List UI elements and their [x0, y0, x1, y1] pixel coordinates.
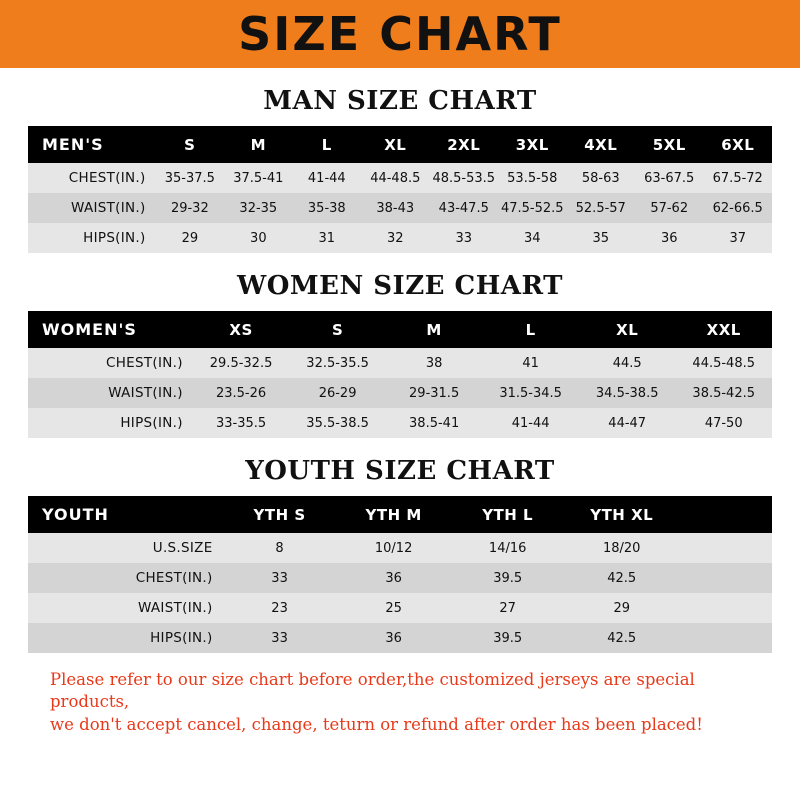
section-title-men: MAN SIZE CHART — [263, 86, 537, 116]
women-hips-0: 33-35.5 — [193, 408, 290, 438]
men-col-6: 4XL — [567, 126, 635, 163]
men-col-5: 3XL — [498, 126, 566, 163]
men-waist-7: 57-62 — [635, 193, 703, 223]
youth-cell-spacer — [679, 623, 772, 653]
youth-row-label-waist: WAIST(IN.) — [28, 593, 223, 623]
women-chest-4: 44.5 — [579, 348, 676, 378]
men-col-3: XL — [361, 126, 429, 163]
men-chest-6: 58-63 — [567, 163, 635, 193]
women-hips-5: 47-50 — [675, 408, 772, 438]
men-col-7: 5XL — [635, 126, 703, 163]
women-hips-3: 41-44 — [482, 408, 579, 438]
men-waist-6: 52.5-57 — [567, 193, 635, 223]
youth-chest-2: 39.5 — [451, 563, 565, 593]
table-row — [28, 563, 772, 593]
women-table-body — [28, 348, 772, 438]
youth-row-label-chest: CHEST(IN.) — [28, 563, 223, 593]
table-row — [28, 623, 772, 653]
men-hips-0: 29 — [156, 223, 224, 253]
women-chest-5: 44.5-48.5 — [675, 348, 772, 378]
youth-ussize-1: 10/12 — [337, 533, 451, 563]
men-col-2: L — [293, 126, 361, 163]
men-table-body — [28, 163, 772, 253]
youth-header-label: YOUTH — [28, 496, 223, 533]
women-row-label-waist: WAIST(IN.) — [28, 378, 193, 408]
content-area — [0, 86, 800, 736]
section-title-youth: YOUTH SIZE CHART — [245, 456, 555, 486]
women-hips-2: 38.5-41 — [386, 408, 483, 438]
men-waist-8: 62-66.5 — [703, 193, 772, 223]
women-col-2: M — [386, 311, 483, 348]
youth-size-table — [28, 496, 772, 653]
youth-col-spacer — [679, 496, 772, 533]
men-chest-8: 67.5-72 — [703, 163, 772, 193]
women-size-table — [28, 311, 772, 438]
women-waist-5: 38.5-42.5 — [675, 378, 772, 408]
men-waist-3: 38-43 — [361, 193, 429, 223]
women-waist-0: 23.5-26 — [193, 378, 290, 408]
women-col-1: S — [289, 311, 386, 348]
table-header-row — [28, 496, 772, 533]
men-chest-1: 37.5-41 — [224, 163, 292, 193]
youth-hips-3: 42.5 — [565, 623, 679, 653]
men-size-table — [28, 126, 772, 253]
women-hips-4: 44-47 — [579, 408, 676, 438]
men-header-label: MEN'S — [28, 126, 156, 163]
header-banner — [0, 0, 800, 68]
women-header-label: WOMEN'S — [28, 311, 193, 348]
footer-note-line-2: we don't accept cancel, change, teturn or refund after order has been placed! — [50, 714, 703, 734]
women-row-label-hips: HIPS(IN.) — [28, 408, 193, 438]
men-chest-7: 63-67.5 — [635, 163, 703, 193]
section-title-women: WOMEN SIZE CHART — [237, 271, 563, 301]
women-chest-1: 32.5-35.5 — [289, 348, 386, 378]
youth-col-0: YTH S — [223, 496, 337, 533]
women-waist-2: 29-31.5 — [386, 378, 483, 408]
youth-hips-0: 33 — [223, 623, 337, 653]
men-hips-2: 31 — [293, 223, 361, 253]
women-row-label-chest: CHEST(IN.) — [28, 348, 193, 378]
men-col-4: 2XL — [430, 126, 498, 163]
men-col-0: S — [156, 126, 224, 163]
women-waist-1: 26-29 — [289, 378, 386, 408]
men-hips-1: 30 — [224, 223, 292, 253]
table-row — [28, 378, 772, 408]
women-waist-3: 31.5-34.5 — [482, 378, 579, 408]
women-col-5: XXL — [675, 311, 772, 348]
youth-cell-spacer — [679, 593, 772, 623]
women-chest-0: 29.5-32.5 — [193, 348, 290, 378]
men-chest-4: 48.5-53.5 — [430, 163, 498, 193]
men-hips-3: 32 — [361, 223, 429, 253]
youth-chest-0: 33 — [223, 563, 337, 593]
women-table-header — [28, 311, 772, 348]
youth-row-label-ussize: U.S.SIZE — [28, 533, 223, 563]
table-row — [28, 408, 772, 438]
women-col-0: XS — [193, 311, 290, 348]
table-row — [28, 533, 772, 563]
table-header-row — [28, 126, 772, 163]
men-waist-1: 32-35 — [224, 193, 292, 223]
men-chest-2: 41-44 — [293, 163, 361, 193]
men-col-1: M — [224, 126, 292, 163]
men-hips-8: 37 — [703, 223, 772, 253]
youth-cell-spacer — [679, 563, 772, 593]
youth-ussize-3: 18/20 — [565, 533, 679, 563]
youth-waist-1: 25 — [337, 593, 451, 623]
youth-chest-3: 42.5 — [565, 563, 679, 593]
youth-col-3: YTH XL — [565, 496, 679, 533]
men-col-8: 6XL — [703, 126, 772, 163]
men-hips-6: 35 — [567, 223, 635, 253]
youth-col-2: YTH L — [451, 496, 565, 533]
men-row-label-hips: HIPS(IN.) — [28, 223, 156, 253]
women-hips-1: 35.5-38.5 — [289, 408, 386, 438]
men-row-label-chest: CHEST(IN.) — [28, 163, 156, 193]
men-hips-4: 33 — [430, 223, 498, 253]
youth-cell-spacer — [679, 533, 772, 563]
women-col-3: L — [482, 311, 579, 348]
footer-note — [28, 669, 772, 736]
table-row — [28, 348, 772, 378]
table-row — [28, 223, 772, 253]
women-waist-4: 34.5-38.5 — [579, 378, 676, 408]
men-chest-0: 35-37.5 — [156, 163, 224, 193]
youth-col-1: YTH M — [337, 496, 451, 533]
table-row — [28, 193, 772, 223]
men-hips-5: 34 — [498, 223, 566, 253]
women-col-4: XL — [579, 311, 676, 348]
men-chest-3: 44-48.5 — [361, 163, 429, 193]
men-waist-5: 47.5-52.5 — [498, 193, 566, 223]
youth-ussize-2: 14/16 — [451, 533, 565, 563]
men-waist-2: 35-38 — [293, 193, 361, 223]
youth-waist-3: 29 — [565, 593, 679, 623]
youth-waist-0: 23 — [223, 593, 337, 623]
youth-waist-2: 27 — [451, 593, 565, 623]
table-row — [28, 163, 772, 193]
youth-table-header — [28, 496, 772, 533]
youth-ussize-0: 8 — [223, 533, 337, 563]
table-header-row — [28, 311, 772, 348]
youth-hips-1: 36 — [337, 623, 451, 653]
men-chest-5: 53.5-58 — [498, 163, 566, 193]
page-title: SIZE CHART — [238, 7, 562, 61]
men-waist-0: 29-32 — [156, 193, 224, 223]
table-row — [28, 593, 772, 623]
women-chest-3: 41 — [482, 348, 579, 378]
men-waist-4: 43-47.5 — [430, 193, 498, 223]
men-row-label-waist: WAIST(IN.) — [28, 193, 156, 223]
footer-note-line-1: Please refer to our size chart before order,the customized jerseys are special products, — [50, 670, 695, 712]
youth-chest-1: 36 — [337, 563, 451, 593]
youth-hips-2: 39.5 — [451, 623, 565, 653]
women-chest-2: 38 — [386, 348, 483, 378]
men-hips-7: 36 — [635, 223, 703, 253]
youth-table-body — [28, 533, 772, 653]
men-table-header — [28, 126, 772, 163]
youth-row-label-hips: HIPS(IN.) — [28, 623, 223, 653]
